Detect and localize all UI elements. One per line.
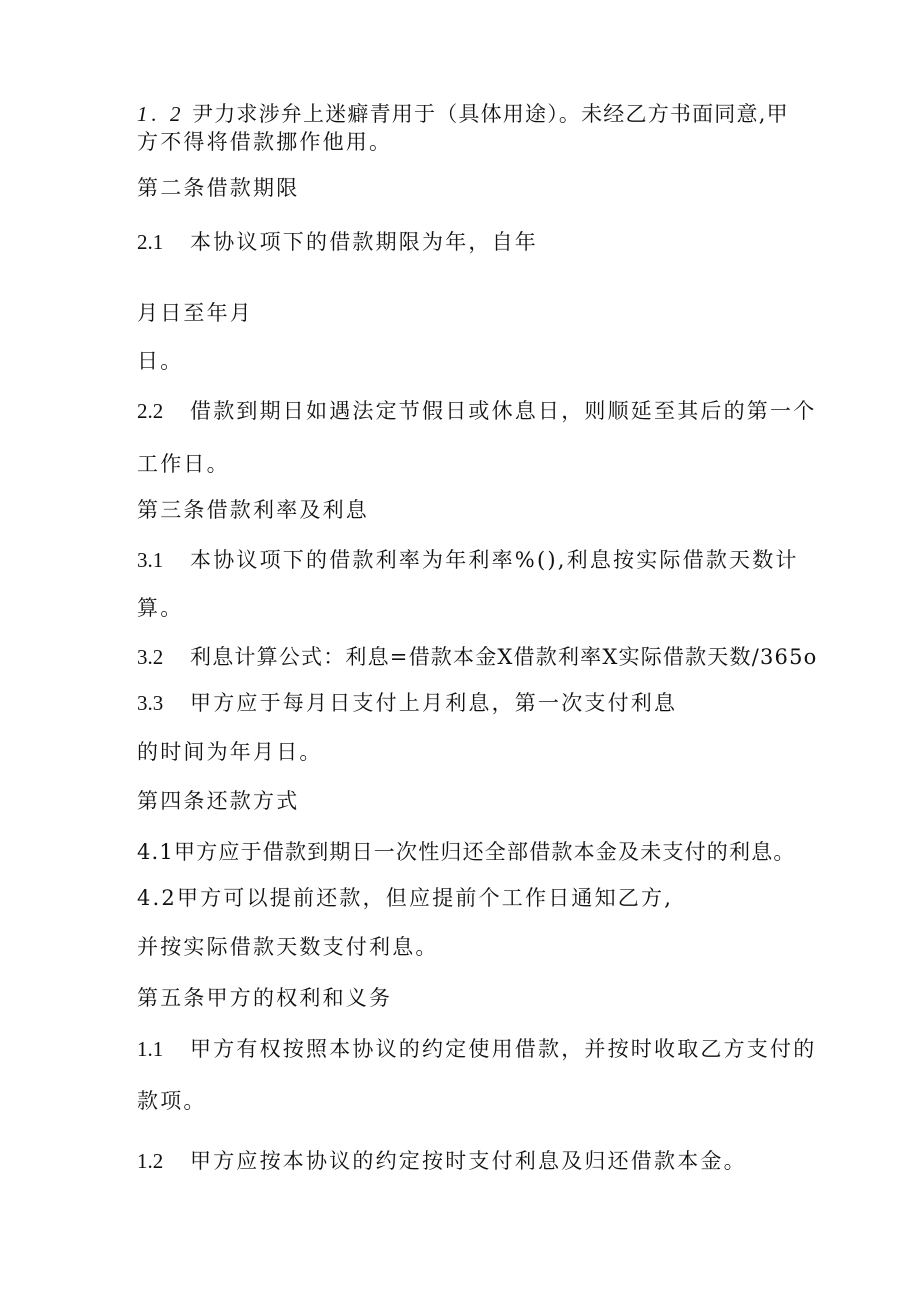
clause-number: 2.2 <box>137 399 164 423</box>
clause-continuation <box>137 594 183 622</box>
clause-text: 本协议项下的借款期限为年，自年 <box>190 230 538 254</box>
clause-text: 利息计算公式：利息=借款本金X借款利率X实际借款天数/365o <box>190 645 818 669</box>
clause-2-1-line <box>137 228 538 256</box>
clause-text: 4.2甲方可以提前还款，但应提前个工作日通知乙方, <box>137 886 674 910</box>
clause-continuation <box>137 738 323 766</box>
clause-2-2-line <box>137 397 816 425</box>
clause-1-2b-line <box>137 1147 747 1175</box>
clause-text: 并按实际借款天数支付利息。 <box>137 935 439 959</box>
article-heading-text: 第二条借款期限 <box>137 176 300 200</box>
clause-continuation <box>137 450 230 478</box>
clause-number: 3.3 <box>137 691 164 715</box>
clause-number: 1.1 <box>137 1037 164 1061</box>
clause-continuation <box>137 299 253 327</box>
clause-text: 算。 <box>137 596 184 620</box>
clause-continuation <box>137 347 183 375</box>
clause-text: 的时间为年月日。 <box>137 740 323 764</box>
clause-text: 甲方有权按照本协议的约定使用借款，并按时收取乙方支付的 <box>190 1037 817 1061</box>
clause-text: 4.1甲方应于借款到期日一次性归还全部借款本金及未支付的利息。 <box>137 840 796 864</box>
clause-number: 1.2 <box>137 1149 164 1173</box>
article-4-heading <box>137 787 299 815</box>
clause-3-2-line <box>137 643 818 671</box>
article-3-heading <box>137 496 369 524</box>
clause-text: 尹力求涉弁上迷癖青用于（具体用途）。未经乙方书面同意,甲 <box>192 102 789 126</box>
clause-text: 本协议项下的借款利率为年利率%(),利息按实际借款天数计 <box>190 548 799 572</box>
clause-number: 3.2 <box>137 645 164 669</box>
clause-3-1-line <box>137 546 799 574</box>
article-5-heading <box>137 984 392 1012</box>
clause-text: 甲方应于每月日支付上月利息，第一次支付利息 <box>190 691 678 715</box>
clause-text: 方不得将借款挪作他用。 <box>137 130 393 154</box>
clause-1-1-line <box>137 1035 816 1063</box>
article-heading-text: 第五条甲方的权利和义务 <box>137 986 393 1010</box>
clause-text: 款项。 <box>137 1089 207 1113</box>
clause-3-3-line <box>137 689 677 717</box>
clause-continuation <box>137 128 392 156</box>
clause-number: 1. 2 <box>137 102 185 126</box>
clause-number: 3.1 <box>137 548 164 572</box>
clause-4-1-line <box>137 838 796 866</box>
clause-text: 工作日。 <box>137 452 230 476</box>
clause-text: 月日至年月 <box>137 301 253 325</box>
clause-text: 日。 <box>137 349 184 373</box>
clause-text: 甲方应按本协议的约定按时支付利息及归还借款本金。 <box>190 1149 747 1173</box>
clause-continuation <box>137 933 439 961</box>
clause-number: 2.1 <box>137 230 164 254</box>
clause-text: 借款到期日如遇法定节假日或休息日，则顺延至其后的第一个 <box>190 399 817 423</box>
article-heading-text: 第四条还款方式 <box>137 789 300 813</box>
clause-1-2-line <box>137 100 789 128</box>
clause-4-2-line <box>137 884 673 912</box>
clause-continuation <box>137 1087 207 1115</box>
article-2-heading <box>137 174 299 202</box>
article-heading-text: 第三条借款利率及利息 <box>137 498 369 522</box>
